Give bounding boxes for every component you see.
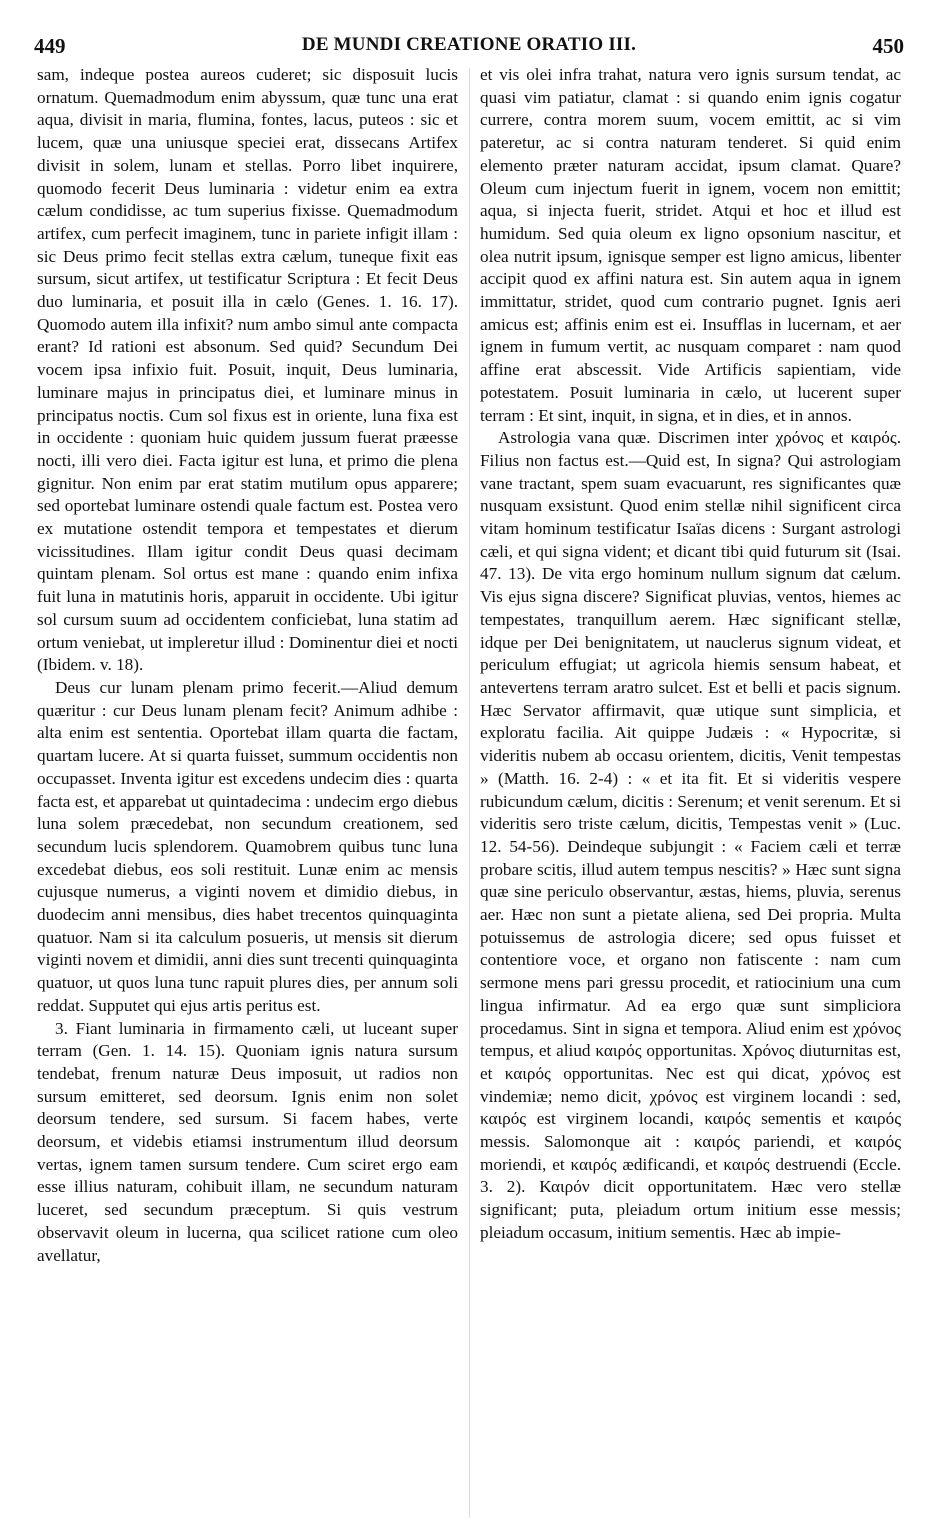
paragraph: 3. Fiant luminaria in firmamento cæli, ut luceant super terram (Gen. 1. 14. 15). Quoniam ignis natura sursum tendebat, frenum naturæ Deus imposuit, ut radios non sursum emitteret, sed deorsum. Ignis enim non solet deorsum tendere, sed sursum. Si facem habes, verte deorsum, et videbis etiamsi instrumentum illud deorsum vertas, ignem tamen sursum tendere. Cum sciret ergo eam esse illius naturam, cohibuit illam, ne secundum naturam luceret, sed secundum præceptum. Si quis vestrum observavit oleum in lucerna, qua scilicet ratione cum oleo avellatur, [37, 1018, 458, 1265]
paragraph: Astrologia vana quæ. Discrimen inter χρόνος et καιρός. Filius non factus est.—Quid est, In signa? Qui astrologiam vane tractant, spem suam evacuarunt, res significantes quæ nusquam exsistunt. Quod enim stellæ nihil significent circa vitam hominum testificatur Isaïas dicens : Surgant astrologi cæli, et qui signa vident; et dicant tibi quid futurum sit (Isai. 47. 13). De vita ergo hominum nullum signum dat cælum. Vis ejus signa discere? Significat pluvias, ventos, hiemes ac tempestates, tranquillum aerem. Hæc significant stellæ, idque per Dei benignitatem, ut nauclerus signum videat, et periculum effugiat; ut agricola hiemis sensum habeat, et antevertens terram aratro sulcet. Est et belli et pacis signum. Hæc Servator affirmavit, quæ utique sunt simplicia, et exploratu facilia. Ait quippe Judæis : « Hypocritæ, si videritis nubem ab occasu orientem, dicitis, Venit tempestas » (Matth. 16. 2-4) : « et ita fit. Et si videritis vespere rubicundum cælum, dicitis : Serenum; et venit serenum. Et si videritis sero triste cælum, dicitis, Tempestas venit » (Luc. 12. 54-56). Deindeque subjungit : « Faciem cæli et terræ probare scitis, illud autem tempus nescitis? » Hæc sunt signa quæ sine periculo observantur, æstas, hiems, pluvia, serenus aer. Hæc non sunt a pietate aliena, sed Dei propria. Multa potuissemus de astrologia dicere; sed opus fuisset et contentiore voce, et organo non fatiscente : nam cum sermone mens pari gressu procedit, et ratiocinium una cum lingua infirmatur. Ad ea ergo quæ sunt simpliciora procedamus. Sint in signa et tempora. Aliud enim est χρόνος tempus, et aliud καιρός opportunitas. Χρόνος diuturnitas est, et καιρός opportunitas. Nec est qui dicat, χρόνος est vindemiæ; nemo dicit, χρόνος est virginem locandi : sed, καιρός est virginem locandi, καιρός sementis et καιρός messis. Salomonque ait : καιρός pariendi, et καιρός moriendi, et καιρός ædificandi, et καιρός destruendi (Eccle. 3. 2). Καιρόν dicit opportunitatem. Hæc vero stellæ significant; puta, pleiadum ortum initium esse messis; pleiadum occasum, initium sementis. Hæc ab impie- [480, 428, 901, 1242]
left-column [37, 64, 458, 1529]
paragraph: sam, indeque postea aureos cuderet; sic disposuit lucis ornatum. Quemadmodum enim abyssum, quæ tunc una erat aqua, divisit in maria, flumina, fontes, lacus, puteos : sic et lucem, quæ una uniusque speciei erat, dissecans Artifex divisit in solem, lunam et stellas. Porro libet inquirere, quomodo fecerit Deus luminaria : videtur enim ea extra cælum condidisse, ac tum superius fixisse. Quemadmodum artifex, cum perfecit imaginem, tunc in pariete infigit illam : sic Deus primo fecit stellas extra cælum, tuneque fixit eas sursum, sicut artifex, ut testificatur Scriptura : Et fecit Deus duo luminaria, et posuit illa in cælo (Genes. 1. 16. 17). Quomodo autem illa infixit? num ambo simul ante compacta erant? Id rationi est absonum. Sed quid? Secundum Dei vocem ipsa infixio fuit. Posuit, inquit, Deus luminaria, luminare majus in principatus diei, et luminare minus in principatus noctis. Cum sol fixus est in oriente, luna fixa est in occidente : quoniam huic quidem jussum fuerat præesse nocti, illi vero diei. Facta igitur est luna, et primo die plena gignitur. Non enim par erat statim mutilum opus apparere; sed oportebat luminare ostendi quale factum est. Postea vero ex mutatione ostendit tempora et tempestates et dierum vicissitudines. Illam igitur condit Deus quasi decimam quintam plenam. Sol ortus est mane : quando enim infixa fuit luna in matutinis horis, apparuit in occidente. Ubi igitur sol cursum suum ad occidentem conficiebat, luna statim ad ortum veniebat, ut impleretur illud : Dominentur diei et nocti (Ibidem. v. 18). [37, 65, 458, 675]
paragraph: Deus cur lunam plenam primo fecerit.—Aliud demum quæritur : cur Deus lunam plenam fecit? Animum adhibe : alta enim est sententia. Oportebat illam quarta die factam, quartam lucere. At si quarta fuisset, summum occidentis non occupasset. Inventa igitur est excedens undecim dies : quarta facta est, et apparebat ut quintadecima : undecim ergo diebus luna solem præcedebat, non secundum creationem, sed secundum lucis splendorem. Quamobrem quibus tunc luna excedebat diebus, eos soli restituit. Lunæ enim ac mensis cujusque numerus, a viginti novem et dimidio diebus, in duodecim anni mensibus, dies habet trecentos quinquaginta quatuor. Nam si ita calculum posueris, ut mensis sit dierum viginti novem et dimidii, anni dies sunt trecenti quinquaginta quatuor, ut quos luna tunc rapuit plures dies, per annum soli reddat. Supputet qui ejus artis peritus est. [37, 677, 458, 1015]
page-number-left: 449 [34, 34, 66, 58]
page-number-right: 450 [872, 34, 904, 58]
paragraph: et vis olei infra trahat, natura vero ignis sursum tendat, ac quasi vim patiatur, clamat : si quando enim ignis cogatur currere, contra morem suum, vocem emittit, ac si vim pateretur, ac si contra naturam tenderet. Si quid enim elemento præter naturam accidat, ipsum clamat. Quare? Oleum cum injectum fuerit in ignem, vocem non emittit; aqua, si injecta fuerit, stridet. Atqui et hoc et illud est humidum. Sed quia oleum ex ligno opsonium nascitur, et olea nutrit ipsum, ignisque semper est ligno amicus, libenter accipit quod ex affini natura est. Sin autem aqua in ignem immittatur, stridet, quod cum contrario pugnet. Ignis aeri amicus est; affinis enim est ei. Insufflas in lucernam, et aer ignem in fumum vertit, ac nusquam comparet : nam quod affine erat abscessit. Vide Artificis sapientiam, vide potestatem. Posuit luminaria in cælo, ut lucerent super terram : Et sint, inquit, in signa, et in dies, et in annos. [480, 65, 901, 425]
running-header [34, 34, 904, 60]
right-column [480, 64, 901, 1529]
running-title: DE MUNDI CREATIONE ORATIO III. [301, 34, 637, 55]
column-gutter [469, 68, 470, 1518]
